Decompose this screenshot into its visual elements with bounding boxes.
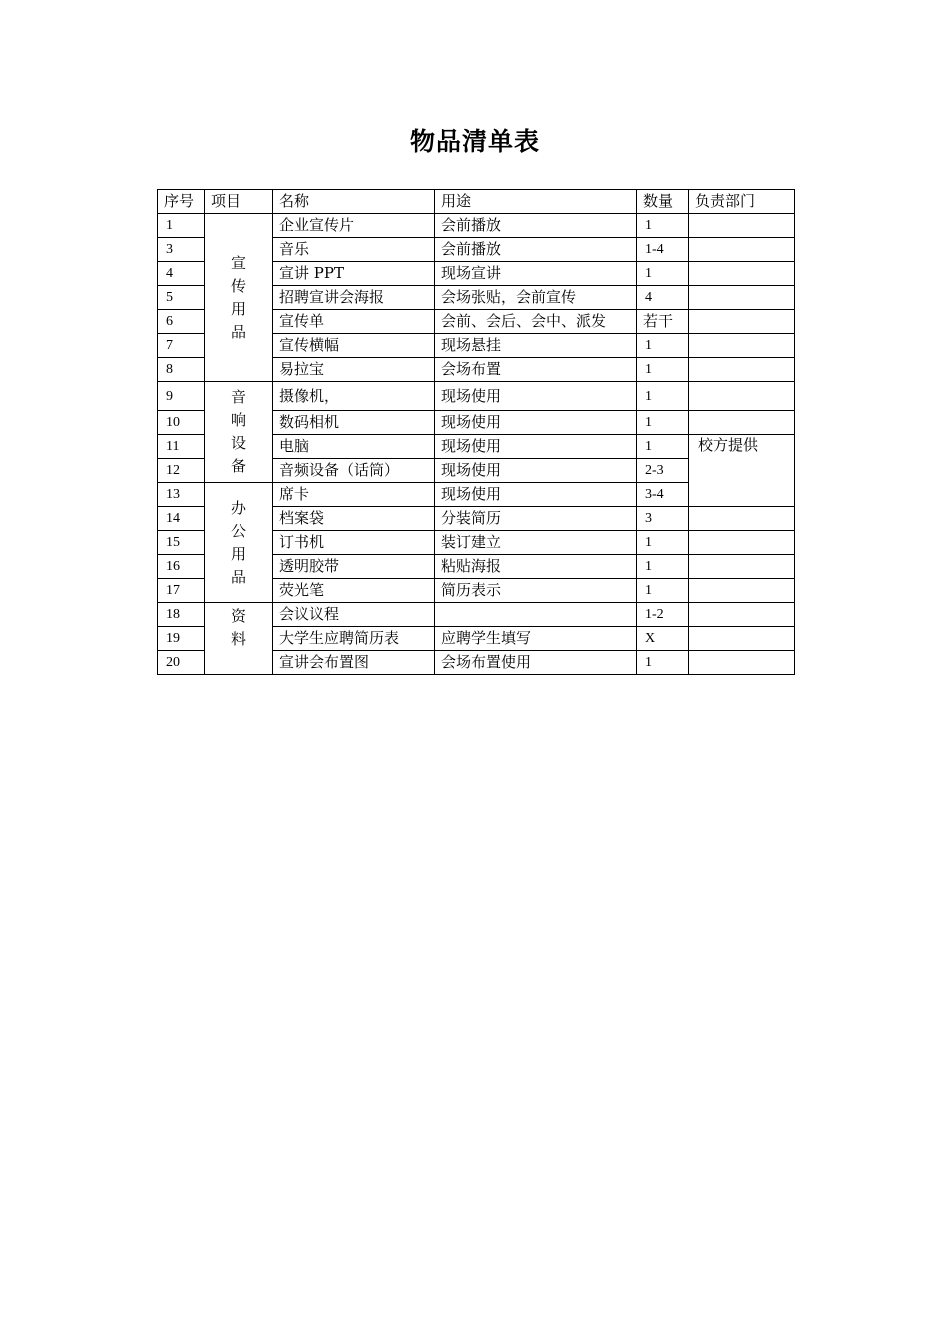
cell-usage: 现场使用	[435, 483, 637, 507]
cell-quantity: 1	[637, 262, 689, 286]
cell-seq: 4	[158, 262, 205, 286]
cell-department	[689, 214, 795, 238]
category-char: 公	[230, 521, 246, 540]
category-char: 料	[230, 630, 246, 648]
category-char: 备	[230, 457, 246, 475]
category-char: 品	[230, 567, 246, 586]
cell-usage	[435, 603, 637, 627]
cell-usage: 会场布置使用	[435, 651, 637, 675]
cell-department-provided: 校方提供	[689, 435, 795, 507]
category-office-supplies	[205, 483, 273, 603]
cell-quantity: 1	[637, 651, 689, 675]
cell-quantity: 1	[637, 411, 689, 435]
cell-usage: 现场使用	[435, 411, 637, 435]
document-title: 物品清单表	[409, 127, 540, 156]
cell-quantity: X	[637, 627, 689, 651]
cell-name: 音乐	[273, 238, 435, 262]
cell-quantity: 1	[637, 435, 689, 459]
cell-name: 宣讲会布置图	[273, 651, 435, 675]
category-materials	[205, 603, 273, 675]
cell-quantity: 1	[637, 334, 689, 358]
cell-seq: 9	[158, 382, 205, 411]
cell-department	[689, 411, 795, 435]
cell-quantity: 4	[637, 286, 689, 310]
cell-department	[689, 531, 795, 555]
cell-department	[689, 334, 795, 358]
cell-name: 招聘宣讲会海报	[273, 286, 435, 310]
cell-seq: 11	[158, 435, 205, 459]
category-char: 用	[230, 299, 246, 318]
header-category: 项目	[205, 190, 273, 214]
header-quantity: 数量	[637, 190, 689, 214]
cell-name: 摄像机，	[273, 382, 435, 411]
cell-name: 席卡	[273, 483, 435, 507]
cell-seq: 18	[158, 603, 205, 627]
cell-quantity: 若干	[637, 310, 689, 334]
cell-usage: 会前播放	[435, 214, 637, 238]
cell-usage: 会前、会后、会中、派发	[435, 310, 637, 334]
cell-quantity: 1-2	[637, 603, 689, 627]
cell-seq: 19	[158, 627, 205, 651]
inventory-table	[157, 189, 795, 675]
cell-usage: 会前播放	[435, 238, 637, 262]
cell-name: 大学生应聘简历表	[273, 627, 435, 651]
cell-quantity: 1	[637, 358, 689, 382]
cell-name: 宣传横幅	[273, 334, 435, 358]
cell-department	[689, 286, 795, 310]
cell-department	[689, 358, 795, 382]
cell-quantity: 1	[637, 579, 689, 603]
cell-usage: 分装简历	[435, 507, 637, 531]
cell-name: 订书机	[273, 531, 435, 555]
cell-usage: 会场张贴，会前宣传	[435, 286, 637, 310]
cell-name: 荧光笔	[273, 579, 435, 603]
cell-quantity: 1-4	[637, 238, 689, 262]
category-char: 资	[230, 607, 246, 625]
cell-seq: 20	[158, 651, 205, 675]
cell-department	[689, 382, 795, 411]
cell-seq: 3	[158, 238, 205, 262]
category-av-equipment	[205, 382, 273, 483]
cell-department	[689, 627, 795, 651]
header-seq: 序号	[158, 190, 205, 214]
category-publicity	[205, 214, 273, 382]
header-department: 负责部门	[689, 190, 795, 214]
cell-usage: 粘贴海报	[435, 555, 637, 579]
cell-name: 会议议程	[273, 603, 435, 627]
category-char: 响	[230, 411, 246, 429]
cell-usage: 会场布置	[435, 358, 637, 382]
cell-department	[689, 603, 795, 627]
cell-department	[689, 555, 795, 579]
category-char: 传	[230, 276, 246, 295]
cell-name: 易拉宝	[273, 358, 435, 382]
cell-seq: 7	[158, 334, 205, 358]
cell-department	[689, 238, 795, 262]
table-header-row	[158, 190, 795, 214]
cell-seq: 1	[158, 214, 205, 238]
cell-quantity: 2-3	[637, 459, 689, 483]
cell-department	[689, 507, 795, 531]
table-row	[158, 603, 795, 627]
cell-name: 宣讲 PPT	[273, 262, 435, 286]
cell-name: 电脑	[273, 435, 435, 459]
header-usage: 用途	[435, 190, 637, 214]
cell-quantity: 3-4	[637, 483, 689, 507]
cell-usage: 现场使用	[435, 435, 637, 459]
cell-seq: 13	[158, 483, 205, 507]
cell-usage: 简历表示	[435, 579, 637, 603]
category-char: 音	[230, 388, 246, 406]
cell-name: 宣传单	[273, 310, 435, 334]
category-char: 用	[230, 544, 246, 563]
cell-seq: 12	[158, 459, 205, 483]
cell-usage: 现场悬挂	[435, 334, 637, 358]
cell-seq: 8	[158, 358, 205, 382]
cell-seq: 10	[158, 411, 205, 435]
table-row	[158, 214, 795, 238]
cell-quantity: 1	[637, 531, 689, 555]
table-row	[158, 382, 795, 411]
cell-quantity: 1	[637, 382, 689, 411]
cell-name: 音频设备（话筒）	[273, 459, 435, 483]
cell-quantity: 1	[637, 555, 689, 579]
category-char: 办	[230, 498, 246, 517]
cell-seq: 5	[158, 286, 205, 310]
cell-seq: 17	[158, 579, 205, 603]
cell-quantity: 3	[637, 507, 689, 531]
cell-seq: 15	[158, 531, 205, 555]
cell-seq: 14	[158, 507, 205, 531]
cell-name: 企业宣传片	[273, 214, 435, 238]
cell-quantity: 1	[637, 214, 689, 238]
cell-name: 数码相机	[273, 411, 435, 435]
category-char: 品	[230, 322, 246, 341]
cell-department	[689, 310, 795, 334]
cell-name: 档案袋	[273, 507, 435, 531]
cell-usage: 装订建立	[435, 531, 637, 555]
cell-usage: 现场使用	[435, 459, 637, 483]
header-name: 名称	[273, 190, 435, 214]
category-char: 宣	[230, 253, 246, 272]
cell-department	[689, 579, 795, 603]
cell-usage: 应聘学生填写	[435, 627, 637, 651]
cell-usage: 现场使用	[435, 382, 637, 411]
cell-department	[689, 651, 795, 675]
category-char: 设	[230, 434, 246, 452]
cell-seq: 6	[158, 310, 205, 334]
cell-name: 透明胶带	[273, 555, 435, 579]
cell-usage: 现场宣讲	[435, 262, 637, 286]
cell-department	[689, 262, 795, 286]
cell-seq: 16	[158, 555, 205, 579]
